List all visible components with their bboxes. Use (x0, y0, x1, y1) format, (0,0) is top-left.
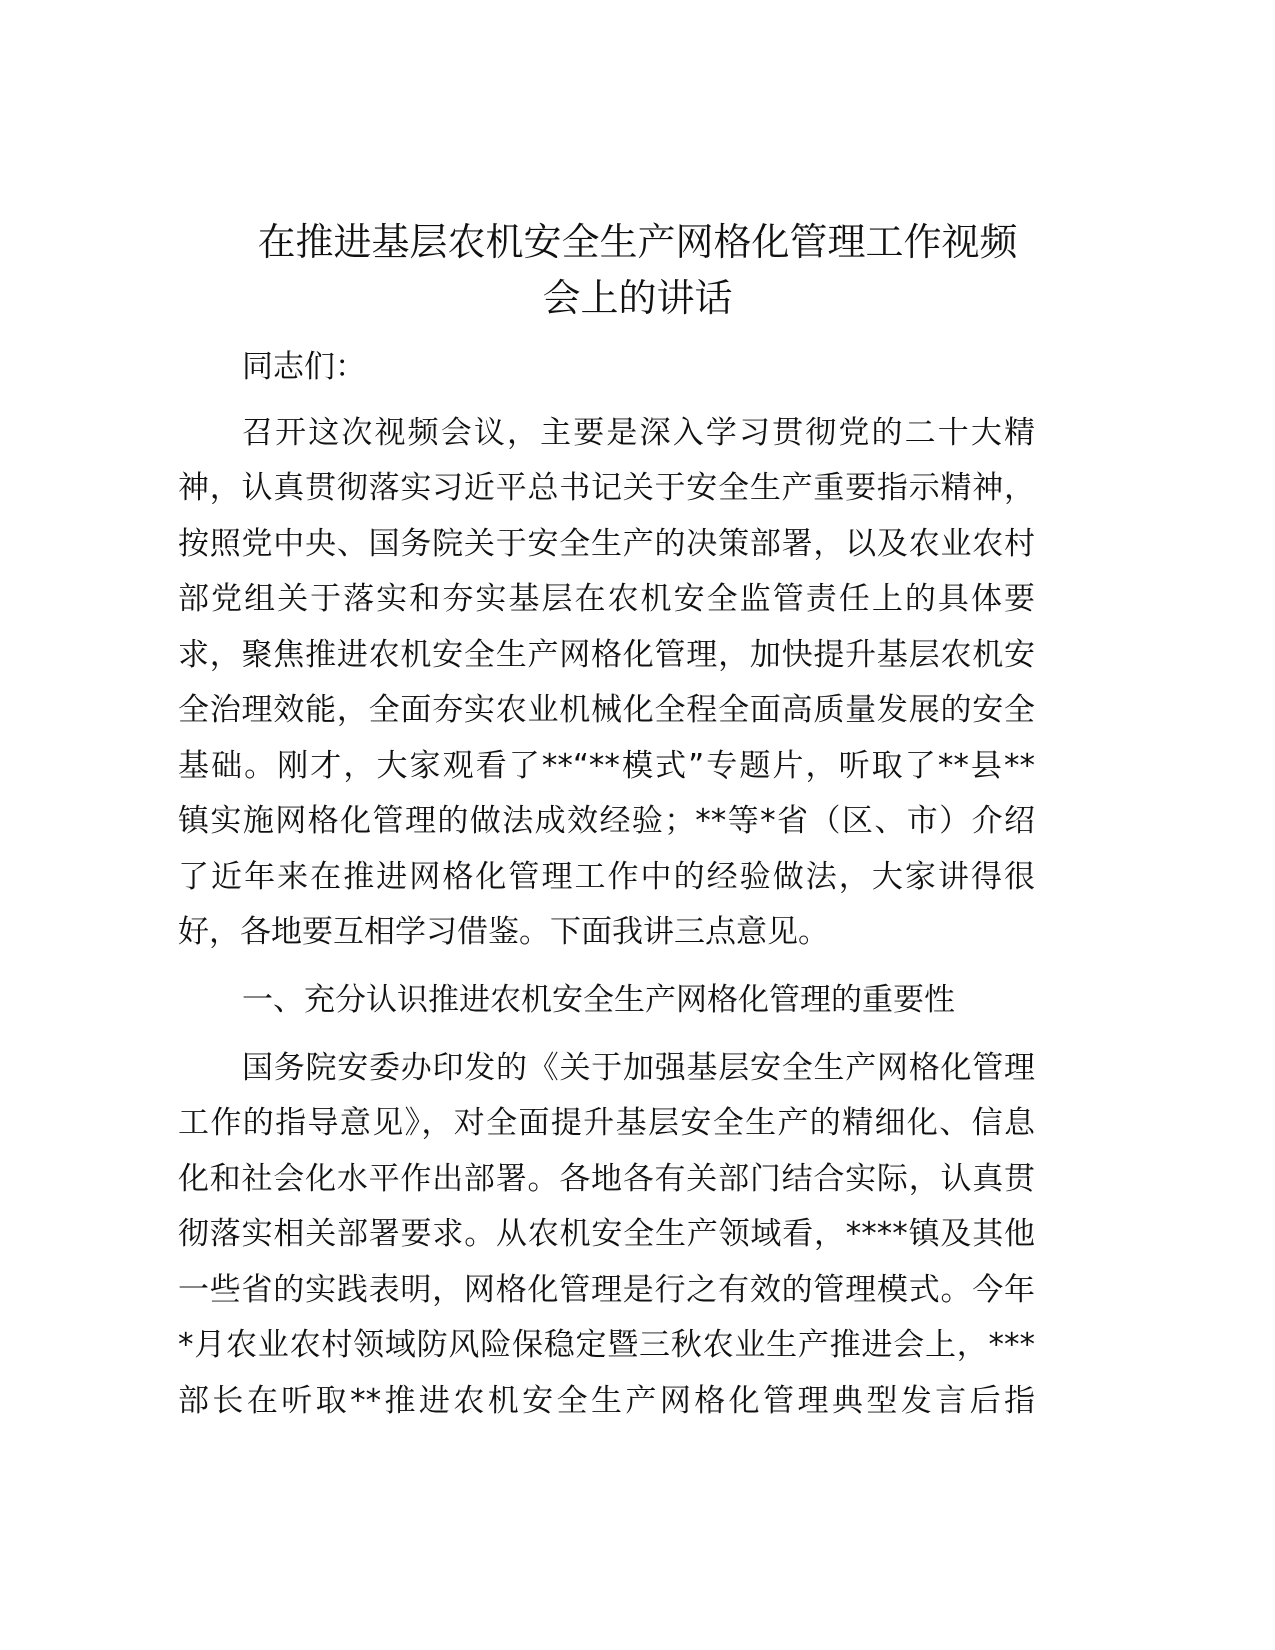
paragraph-line: 工作的指导意见》，对全面提升基层安全生产的精细化、信息 (178, 1105, 1035, 1141)
paragraph-line: 全治理效能，全面夯实农业机械化全程全面高质量发展的安全 (178, 692, 1035, 728)
paragraph-line: 按照党中央、国务院关于安全生产的决策部署，以及农业农村 (178, 526, 1035, 562)
salutation: 同志们： (242, 349, 366, 385)
document-title-line-2: 会上的讲话 (542, 276, 733, 320)
document-title-line-1: 在推进基层农机安全生产网格化管理工作视频 (257, 220, 1018, 264)
paragraph-line: 一些省的实践表明，网格化管理是行之有效的管理模式。今年 (178, 1272, 1035, 1308)
paragraph-line: 了近年来在推进网格化管理工作中的经验做法，大家讲得很 (178, 859, 1035, 895)
paragraph-line: *月农业农村领域防风险保稳定暨三秋农业生产推进会上，*** (178, 1327, 1035, 1363)
paragraph-line: 国务院安委办印发的《关于加强基层安全生产网格化管理 (242, 1050, 1035, 1086)
paragraph-line: 基础。刚才，大家观看了**“**模式”专题片，听取了**县** (178, 748, 1035, 784)
paragraph-line: 镇实施网格化管理的做法成效经验；**等*省（区、市）介绍 (178, 803, 1035, 839)
paragraph-line: 部党组关于落实和夯实基层在农机安全监管责任上的具体要 (178, 581, 1035, 617)
paragraph-line: 部长在听取**推进农机安全生产网格化管理典型发言后指 (178, 1383, 1035, 1419)
paragraph-line: 彻落实相关部署要求。从农机安全生产领域看，****镇及其他 (178, 1216, 1035, 1252)
paragraph-line: 化和社会化水平作出部署。各地各有关部门结合实际，认真贯 (178, 1161, 1035, 1197)
paragraph-line: 好，各地要互相学习借鉴。下面我讲三点意见。 (178, 914, 829, 950)
paragraph-line: 神，认真贯彻落实习近平总书记关于安全生产重要指示精神， (178, 470, 1035, 506)
section-heading: 一、充分认识推进农机安全生产网格化管理的重要性 (242, 982, 955, 1018)
paragraph-line: 求，聚焦推进农机安全生产网格化管理，加快提升基层农机安 (178, 637, 1035, 673)
paragraph-line: 召开这次视频会议，主要是深入学习贯彻党的二十大精 (242, 415, 1035, 451)
